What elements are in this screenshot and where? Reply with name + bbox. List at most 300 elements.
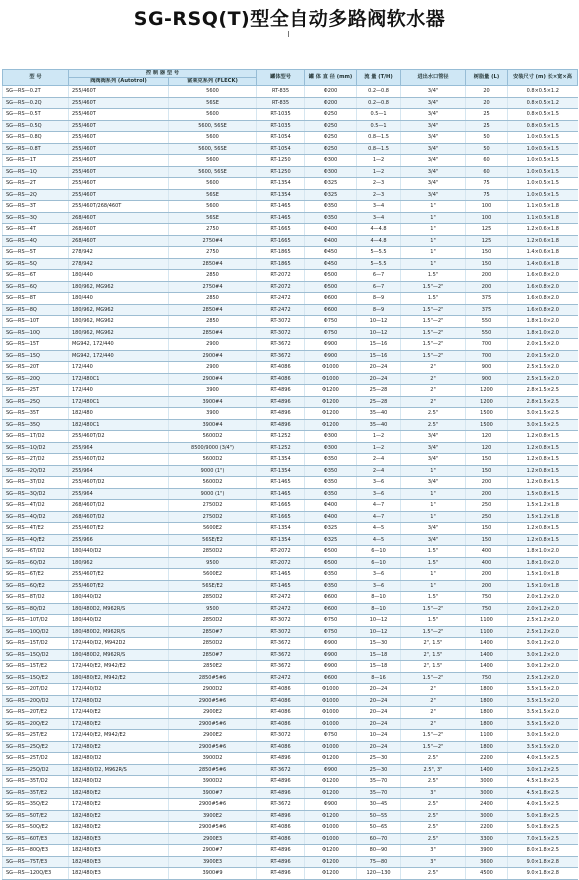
flow-cell: 30—45 bbox=[357, 799, 401, 811]
fleck-cell: 2850#4 bbox=[169, 327, 257, 339]
diameter-cell: Φ600 bbox=[305, 293, 357, 305]
autotrol-cell: 255/460T bbox=[69, 120, 169, 132]
autotrol-cell: 180/480/E2, M942/E2 bbox=[69, 672, 169, 684]
table-row bbox=[3, 661, 578, 673]
size-cell: 4.5×1.8×2.5 bbox=[508, 787, 578, 799]
autotrol-cell: 180/440/D2 bbox=[69, 592, 169, 604]
resin-cell: 150 bbox=[466, 258, 508, 270]
model-cell: SG—RS—0.2T bbox=[3, 86, 69, 98]
fleck-cell: 5600, 56SE bbox=[169, 120, 257, 132]
fleck-cell: 2900E3 bbox=[169, 833, 257, 845]
fleck-cell: 2750D2 bbox=[169, 511, 257, 523]
pipe-cell: 2.5" bbox=[401, 799, 466, 811]
resin-cell: 750 bbox=[466, 603, 508, 615]
table-row bbox=[3, 339, 578, 351]
autotrol-cell: 182/480/E3 bbox=[69, 833, 169, 845]
resin-cell: 1400 bbox=[466, 661, 508, 673]
fleck-cell: 2750D2 bbox=[169, 500, 257, 512]
pipe-cell: 1" bbox=[401, 247, 466, 259]
tank-cell: RT-1035 bbox=[257, 120, 305, 132]
size-cell: 1.0×0.5×1.5 bbox=[508, 178, 578, 190]
model-cell: SG—RS—3T bbox=[3, 201, 69, 213]
size-cell: 2.5×1.5×2.0 bbox=[508, 373, 578, 385]
resin-cell: 120 bbox=[466, 431, 508, 443]
autotrol-cell: 172/480/D2 bbox=[69, 695, 169, 707]
resin-cell: 100 bbox=[466, 212, 508, 224]
flow-cell: 120—130 bbox=[357, 868, 401, 880]
flow-cell: 6—10 bbox=[357, 546, 401, 558]
autotrol-cell: 268/460T/D2 bbox=[69, 500, 169, 512]
tank-cell: RT-1252 bbox=[257, 442, 305, 454]
model-cell: SG—RS—35Q bbox=[3, 419, 69, 431]
resin-cell: 1200 bbox=[466, 385, 508, 397]
table-row bbox=[3, 293, 578, 305]
diameter-cell: Φ750 bbox=[305, 730, 357, 742]
model-cell: SG—RS—1Q/D2 bbox=[3, 442, 69, 454]
model-cell: SG—RS—20T/E2 bbox=[3, 707, 69, 719]
header-control-autotrol: 阀阀阀系列 (Autotrol) bbox=[69, 78, 169, 86]
model-cell: SG—RS—35T bbox=[3, 408, 69, 420]
header-pipe: 进出水口管径 bbox=[401, 70, 466, 86]
diameter-cell: Φ350 bbox=[305, 201, 357, 213]
model-cell: SG—RS—1T bbox=[3, 155, 69, 167]
diameter-cell: Φ325 bbox=[305, 534, 357, 546]
tank-cell: RT-4896 bbox=[257, 868, 305, 880]
model-cell: SG—RS—8T/D2 bbox=[3, 592, 69, 604]
tank-cell: RT-1665 bbox=[257, 511, 305, 523]
model-cell: SG—RS—20T/D2 bbox=[3, 684, 69, 696]
resin-cell: 100 bbox=[466, 201, 508, 213]
fleck-cell: 5600D2 bbox=[169, 477, 257, 489]
pipe-cell: 2.5", 3" bbox=[401, 764, 466, 776]
size-cell: 1.0×0.5×1.5 bbox=[508, 143, 578, 155]
fleck-cell: 2850D2 bbox=[169, 615, 257, 627]
model-cell: SG—RS—2Q/D2 bbox=[3, 465, 69, 477]
resin-cell: 375 bbox=[466, 304, 508, 316]
model-cell: SG—RS—25T/E2 bbox=[3, 730, 69, 742]
pipe-cell: 3/4" bbox=[401, 86, 466, 98]
fleck-cell: 2850 bbox=[169, 270, 257, 282]
autotrol-cell: 255/460T bbox=[69, 86, 169, 98]
autotrol-cell: 182/480/D2 bbox=[69, 753, 169, 765]
autotrol-cell: 172/440/E2, M942/E2 bbox=[69, 661, 169, 673]
diameter-cell: Φ325 bbox=[305, 523, 357, 535]
resin-cell: 2200 bbox=[466, 753, 508, 765]
flow-cell: 0.5—1 bbox=[357, 120, 401, 132]
pipe-cell: 3/4" bbox=[401, 143, 466, 155]
model-cell: SG—RS—25Q/D2 bbox=[3, 764, 69, 776]
model-cell: SG—RS—75T/E3 bbox=[3, 856, 69, 868]
resin-cell: 75 bbox=[466, 178, 508, 190]
table-row bbox=[3, 408, 578, 420]
model-cell: SG—RS—50T/E2 bbox=[3, 810, 69, 822]
model-cell: SG—RS—25T bbox=[3, 385, 69, 397]
resin-cell: 60 bbox=[466, 166, 508, 178]
resin-cell: 3300 bbox=[466, 833, 508, 845]
autotrol-cell: 182/480/E2 bbox=[69, 810, 169, 822]
fleck-cell: 3900D2 bbox=[169, 753, 257, 765]
header-resin: 树脂量 (L) bbox=[466, 70, 508, 86]
model-cell: SG—RS—35T/E2 bbox=[3, 787, 69, 799]
pipe-cell: 2.5" bbox=[401, 408, 466, 420]
diameter-cell: Φ350 bbox=[305, 465, 357, 477]
fleck-cell: 5600 bbox=[169, 178, 257, 190]
autotrol-cell: 255/460T/D2 bbox=[69, 477, 169, 489]
table-row bbox=[3, 327, 578, 339]
size-cell: 1.6×0.8×2.0 bbox=[508, 270, 578, 282]
model-cell: SG—RS—25Q/E2 bbox=[3, 741, 69, 753]
table-row bbox=[3, 258, 578, 270]
tank-cell: RT-2472 bbox=[257, 592, 305, 604]
resin-cell: 60 bbox=[466, 155, 508, 167]
flow-cell: 10—12 bbox=[357, 316, 401, 328]
resin-cell: 150 bbox=[466, 247, 508, 259]
table-row bbox=[3, 97, 578, 109]
autotrol-cell: 172/480C1 bbox=[69, 396, 169, 408]
flow-cell: 8—9 bbox=[357, 293, 401, 305]
pipe-cell: 2" bbox=[401, 684, 466, 696]
model-cell: SG—RS—4Q/E2 bbox=[3, 534, 69, 546]
diameter-cell: Φ450 bbox=[305, 247, 357, 259]
model-cell: SG—RS—10Q bbox=[3, 327, 69, 339]
size-cell: 1.2×0.8×1.5 bbox=[508, 523, 578, 535]
autotrol-cell: 172/440/E2 bbox=[69, 707, 169, 719]
tank-cell: RT-3072 bbox=[257, 615, 305, 627]
pipe-cell: 2" bbox=[401, 385, 466, 397]
tank-cell: RT-1354 bbox=[257, 465, 305, 477]
resin-cell: 50 bbox=[466, 132, 508, 144]
size-cell: 1.4×0.6×1.8 bbox=[508, 258, 578, 270]
resin-cell: 200 bbox=[466, 477, 508, 489]
table-row bbox=[3, 465, 578, 477]
resin-cell: 1100 bbox=[466, 615, 508, 627]
size-cell: 2.5×1.2×2.0 bbox=[508, 626, 578, 638]
table-row bbox=[3, 638, 578, 650]
size-cell: 7.0×1.5×2.5 bbox=[508, 833, 578, 845]
size-cell: 8.0×1.8×2.5 bbox=[508, 845, 578, 857]
resin-cell: 200 bbox=[466, 488, 508, 500]
model-cell: SG—RS—4T bbox=[3, 224, 69, 236]
resin-cell: 1100 bbox=[466, 730, 508, 742]
diameter-cell: Φ1200 bbox=[305, 396, 357, 408]
resin-cell: 200 bbox=[466, 580, 508, 592]
diameter-cell: Φ250 bbox=[305, 132, 357, 144]
pipe-cell: 1.5" bbox=[401, 546, 466, 558]
resin-cell: 2400 bbox=[466, 799, 508, 811]
resin-cell: 150 bbox=[466, 523, 508, 535]
fleck-cell: 2750 bbox=[169, 247, 257, 259]
size-cell: 2.8×1.5×2.5 bbox=[508, 385, 578, 397]
pipe-cell: 1" bbox=[401, 465, 466, 477]
header-control: 控 制 器 型 号 bbox=[69, 70, 257, 78]
model-cell: SG—RS—1Q bbox=[3, 166, 69, 178]
size-cell: 9.0×1.8×2.8 bbox=[508, 856, 578, 868]
resin-cell: 250 bbox=[466, 500, 508, 512]
flow-cell: 20—24 bbox=[357, 718, 401, 730]
tank-cell: RT-1250 bbox=[257, 166, 305, 178]
tank-cell: RT-3672 bbox=[257, 350, 305, 362]
flow-cell: 6—7 bbox=[357, 270, 401, 282]
resin-cell: 75 bbox=[466, 189, 508, 201]
flow-cell: 2—3 bbox=[357, 189, 401, 201]
diameter-cell: Φ1000 bbox=[305, 833, 357, 845]
flow-cell: 2—4 bbox=[357, 454, 401, 466]
size-cell: 3.0×1.2×2.0 bbox=[508, 649, 578, 661]
flow-cell: 4—4.8 bbox=[357, 235, 401, 247]
flow-cell: 5—5.5 bbox=[357, 258, 401, 270]
size-cell: 2.5×1.2×2.0 bbox=[508, 672, 578, 684]
table-row bbox=[3, 270, 578, 282]
table-row bbox=[3, 557, 578, 569]
tank-cell: RT-3672 bbox=[257, 661, 305, 673]
pipe-cell: 1.5"—2" bbox=[401, 672, 466, 684]
autotrol-cell: 182/480/E3 bbox=[69, 845, 169, 857]
table-row bbox=[3, 695, 578, 707]
diameter-cell: Φ1200 bbox=[305, 868, 357, 880]
flow-cell: 6—7 bbox=[357, 281, 401, 293]
pipe-cell: 3/4" bbox=[401, 178, 466, 190]
model-cell: SG—RS—3T/D2 bbox=[3, 477, 69, 489]
size-cell: 4.0×1.5×2.5 bbox=[508, 753, 578, 765]
tank-cell: RT-1865 bbox=[257, 258, 305, 270]
model-cell: SG—RS—80Q/E3 bbox=[3, 845, 69, 857]
tank-cell: RT-1250 bbox=[257, 155, 305, 167]
header-model: 型 号 bbox=[3, 70, 69, 86]
model-cell: SG—RS—15T bbox=[3, 339, 69, 351]
pipe-cell: 3/4" bbox=[401, 431, 466, 443]
resin-cell: 150 bbox=[466, 465, 508, 477]
autotrol-cell: 172/440 bbox=[69, 385, 169, 397]
fleck-cell: 56SE bbox=[169, 189, 257, 201]
tank-cell: RT-1035 bbox=[257, 109, 305, 121]
diameter-cell: Φ900 bbox=[305, 350, 357, 362]
size-cell: 1.2×0.8×1.5 bbox=[508, 431, 578, 443]
diameter-cell: Φ900 bbox=[305, 661, 357, 673]
model-cell: SG—RS—5T bbox=[3, 247, 69, 259]
autotrol-cell: 268/460T bbox=[69, 235, 169, 247]
pipe-cell: 1.5"—2" bbox=[401, 730, 466, 742]
resin-cell: 25 bbox=[466, 109, 508, 121]
autotrol-cell: 172/440 bbox=[69, 362, 169, 374]
diameter-cell: Φ300 bbox=[305, 166, 357, 178]
autotrol-cell: 180/480D2, M962R/S bbox=[69, 649, 169, 661]
pipe-cell: 3/4" bbox=[401, 132, 466, 144]
pipe-cell: 1.5" bbox=[401, 592, 466, 604]
autotrol-cell: 255/460T/268/460T bbox=[69, 201, 169, 213]
tank-cell: RT-2472 bbox=[257, 603, 305, 615]
fleck-cell: 2850#5#6 bbox=[169, 764, 257, 776]
fleck-cell: 5600 bbox=[169, 155, 257, 167]
diameter-cell: Φ350 bbox=[305, 212, 357, 224]
table-row bbox=[3, 316, 578, 328]
resin-cell: 50 bbox=[466, 143, 508, 155]
flow-cell: 0.2—0.8 bbox=[357, 86, 401, 98]
table-row bbox=[3, 787, 578, 799]
tank-cell: RT-3072 bbox=[257, 730, 305, 742]
pipe-cell: 1" bbox=[401, 488, 466, 500]
flow-cell: 4—4.8 bbox=[357, 224, 401, 236]
autotrol-cell: 172/480/E2 bbox=[69, 718, 169, 730]
header-diameter: 罐 体 直 径 (mm) bbox=[305, 70, 357, 86]
diameter-cell: Φ400 bbox=[305, 235, 357, 247]
diameter-cell: Φ1200 bbox=[305, 856, 357, 868]
table-row bbox=[3, 822, 578, 834]
pipe-cell: 2" bbox=[401, 396, 466, 408]
table-row bbox=[3, 419, 578, 431]
size-cell: 1.5×1.2×1.8 bbox=[508, 511, 578, 523]
pipe-cell: 3/4" bbox=[401, 97, 466, 109]
flow-cell: 20—24 bbox=[357, 707, 401, 719]
page-title: SG-RSQ(T)型全自动多路阀软水器 bbox=[133, 8, 446, 30]
diameter-cell: Φ250 bbox=[305, 143, 357, 155]
tank-cell: RT-1465 bbox=[257, 569, 305, 581]
size-cell: 1.0×0.5×1.5 bbox=[508, 166, 578, 178]
model-cell: SG—RS—15Q/E2 bbox=[3, 672, 69, 684]
tank-cell: RT-3672 bbox=[257, 649, 305, 661]
model-cell: SG—RS—4Q bbox=[3, 235, 69, 247]
resin-cell: 400 bbox=[466, 557, 508, 569]
autotrol-cell: 255/964 bbox=[69, 442, 169, 454]
size-cell: 1.5×0.8×1.5 bbox=[508, 488, 578, 500]
flow-cell: 1—2 bbox=[357, 431, 401, 443]
autotrol-cell: 180/440/D2 bbox=[69, 546, 169, 558]
pipe-cell: 1" bbox=[401, 224, 466, 236]
autotrol-cell: 255/460T/D2 bbox=[69, 454, 169, 466]
fleck-cell: 2850#7 bbox=[169, 626, 257, 638]
table-row bbox=[3, 810, 578, 822]
fleck-cell: 2750 bbox=[169, 224, 257, 236]
table-row bbox=[3, 350, 578, 362]
table-row bbox=[3, 120, 578, 132]
flow-cell: 25—28 bbox=[357, 396, 401, 408]
autotrol-cell: 180/962, MG962 bbox=[69, 316, 169, 328]
diameter-cell: Φ300 bbox=[305, 431, 357, 443]
tank-cell: RT-1465 bbox=[257, 212, 305, 224]
autotrol-cell: 182/480/E3 bbox=[69, 856, 169, 868]
tank-cell: RT-1354 bbox=[257, 454, 305, 466]
table-row bbox=[3, 477, 578, 489]
size-cell: 2.0×1.5×2.0 bbox=[508, 350, 578, 362]
fleck-cell: 2900#4 bbox=[169, 373, 257, 385]
size-cell: 2.0×1.2×2.0 bbox=[508, 603, 578, 615]
pipe-cell: 3" bbox=[401, 856, 466, 868]
autotrol-cell: 182/480/D2, M962R/S bbox=[69, 764, 169, 776]
header-size: 安装尺寸 (m) 长×宽×高 bbox=[508, 70, 578, 86]
flow-cell: 35—70 bbox=[357, 787, 401, 799]
flow-cell: 15—16 bbox=[357, 350, 401, 362]
resin-cell: 120 bbox=[466, 442, 508, 454]
autotrol-cell: 180/480D2, M962R/S bbox=[69, 603, 169, 615]
size-cell: 9.0×1.8×2.8 bbox=[508, 868, 578, 880]
fleck-cell: 56SE bbox=[169, 212, 257, 224]
tank-cell: RT-4896 bbox=[257, 776, 305, 788]
table-row bbox=[3, 189, 578, 201]
tank-cell: RT-3672 bbox=[257, 799, 305, 811]
size-cell: 2.5×1.2×2.0 bbox=[508, 615, 578, 627]
fleck-cell: 5600, 56SE bbox=[169, 143, 257, 155]
flow-cell: 35—70 bbox=[357, 776, 401, 788]
fleck-cell: 2900E2 bbox=[169, 730, 257, 742]
diameter-cell: Φ750 bbox=[305, 327, 357, 339]
resin-cell: 3000 bbox=[466, 787, 508, 799]
diameter-cell: Φ250 bbox=[305, 109, 357, 121]
resin-cell: 2200 bbox=[466, 822, 508, 834]
fleck-cell: 2900#5#6 bbox=[169, 822, 257, 834]
table-row bbox=[3, 454, 578, 466]
model-cell: SG—RS—4T/E2 bbox=[3, 523, 69, 535]
model-cell: SG—RS—10T/D2 bbox=[3, 615, 69, 627]
diameter-cell: Φ600 bbox=[305, 592, 357, 604]
fleck-cell: 5600, 56SE bbox=[169, 166, 257, 178]
pipe-cell: 2.5" bbox=[401, 868, 466, 880]
pipe-cell: 1.5"—2" bbox=[401, 316, 466, 328]
flow-cell: 50—65 bbox=[357, 822, 401, 834]
size-cell: 1.8×1.0×2.0 bbox=[508, 546, 578, 558]
table-row bbox=[3, 845, 578, 857]
autotrol-cell: 255/460T/E2 bbox=[69, 569, 169, 581]
size-cell: 1.4×0.6×1.8 bbox=[508, 247, 578, 259]
autotrol-cell: 180/962 bbox=[69, 557, 169, 569]
table-row bbox=[3, 431, 578, 443]
table-row bbox=[3, 649, 578, 661]
table-row bbox=[3, 868, 578, 880]
tank-cell: RT-4086 bbox=[257, 695, 305, 707]
pipe-cell: 1.5"—2" bbox=[401, 327, 466, 339]
size-cell: 3.0×1.5×2.0 bbox=[508, 730, 578, 742]
tank-cell: RT-4896 bbox=[257, 787, 305, 799]
pipe-cell: 3/4" bbox=[401, 454, 466, 466]
resin-cell: 3600 bbox=[466, 856, 508, 868]
flow-cell: 4—7 bbox=[357, 500, 401, 512]
fleck-cell: 5600 bbox=[169, 132, 257, 144]
flow-cell: 2—3 bbox=[357, 178, 401, 190]
size-cell: 1.8×1.0×2.0 bbox=[508, 557, 578, 569]
pipe-cell: 2", 1.5" bbox=[401, 638, 466, 650]
model-cell: SG—RS—120Q/E3 bbox=[3, 868, 69, 880]
tank-cell: RT-1465 bbox=[257, 488, 305, 500]
flow-cell: 6—10 bbox=[357, 557, 401, 569]
model-cell: SG—RS—6T/E2 bbox=[3, 569, 69, 581]
autotrol-cell: 172/440/E2, M942/E2 bbox=[69, 730, 169, 742]
tank-cell: RT-4896 bbox=[257, 385, 305, 397]
tank-cell: RT-4896 bbox=[257, 856, 305, 868]
autotrol-cell: 180/962, MG962 bbox=[69, 304, 169, 316]
tank-cell: RT-1054 bbox=[257, 132, 305, 144]
flow-cell: 8—10 bbox=[357, 592, 401, 604]
size-cell: 1.2×0.8×1.5 bbox=[508, 454, 578, 466]
diameter-cell: Φ1200 bbox=[305, 776, 357, 788]
autotrol-cell: 268/460T bbox=[69, 224, 169, 236]
size-cell: 0.8×0.5×1.5 bbox=[508, 120, 578, 132]
fleck-cell: 2850D2 bbox=[169, 592, 257, 604]
flow-cell: 0.2—0.8 bbox=[357, 97, 401, 109]
flow-cell: 3—6 bbox=[357, 580, 401, 592]
resin-cell: 1200 bbox=[466, 396, 508, 408]
fleck-cell: 3900 bbox=[169, 385, 257, 397]
tank-cell: RT-2072 bbox=[257, 557, 305, 569]
tank-cell: RT-2472 bbox=[257, 304, 305, 316]
title-tick bbox=[288, 31, 289, 37]
fleck-cell: 2850D2 bbox=[169, 546, 257, 558]
diameter-cell: Φ1000 bbox=[305, 373, 357, 385]
flow-cell: 4—7 bbox=[357, 511, 401, 523]
fleck-cell: 9500 bbox=[169, 603, 257, 615]
fleck-cell: 56SE bbox=[169, 97, 257, 109]
tank-cell: RT-4086 bbox=[257, 684, 305, 696]
tank-cell: RT-4896 bbox=[257, 408, 305, 420]
model-cell: SG—RS—4Q/D2 bbox=[3, 511, 69, 523]
tank-cell: RT-1665 bbox=[257, 235, 305, 247]
